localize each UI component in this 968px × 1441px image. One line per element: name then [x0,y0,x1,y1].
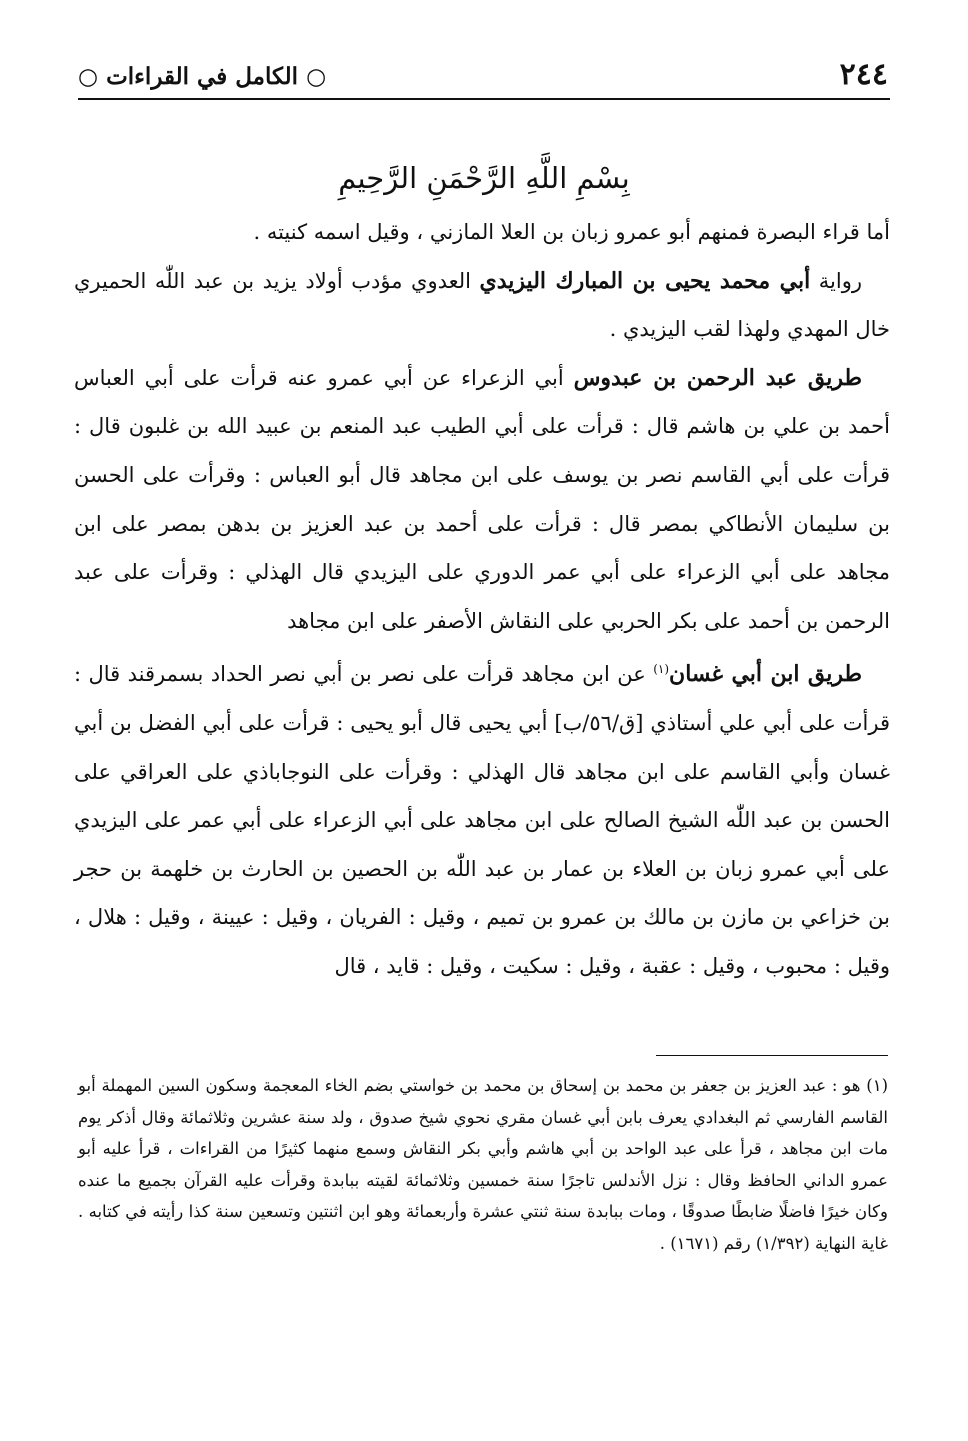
footnote-divider [656,1055,888,1056]
paragraph-basra-readers: أما قراء البصرة فمنهم أبو عمرو زبان بن العلا المازني ، وقيل اسمه كنيته . [253,220,890,244]
basmala: بِسْمِ اللَّهِ الرَّحْمَنِ الرَّحِيمِ [338,161,630,195]
paragraph-ibn-abdus-tariq [74,354,890,646]
footnote-reference[interactable]: (١) [653,662,670,677]
text-run: أبي الزعراء عن أبي عمرو عنه قرأت على أبي العباس أحمد بن علي بن هاشم قال : قرأت على أبي الطيب عبد المنعم بن عبيد الله بن غلبون قال : قرأت على أبي القاسم نصر بن يوسف على ابن مجاهد قال أبو العباس : وقرأت على الحسن بن سليمان الأنطاكي بمصر قال : قرأت على أحمد بن عبد العزيز بن بدهن بمصر على ابن مجاهد على أبي الزعراء على أبي عمر الدوري على اليزيدي قال الهذلي : وقرأت على عبد الرحمن بن أحمد على بكر الحربي على النقاش الأصفر على ابن مجاهد [74,365,890,633]
footnote [78,1070,888,1259]
page-header [78,58,888,98]
running-title: ○ الكامل في القراءات ○ [78,63,327,90]
page-number: ٢٤٤ [839,57,888,92]
paragraph-yazidi-riwaya [74,257,890,354]
main-text [74,208,890,991]
bold-heading: طريق ابن أبي غسان [669,661,862,688]
text-run: العدوي مؤدب أولاد يزيد بن عبد اللّٰه الحميري خال المهدي ولهذا لقب اليزيدي . [74,268,890,342]
header-divider [78,98,890,100]
bold-heading: طريق عبد الرحمن بن عبدوس [573,364,862,391]
text-run: عن ابن مجاهد قرأت على نصر بن أبي نصر الحداد بسمرقند قال : قرأت على أبي علي أستاذي [ق/٥٦/ب] أبي يحيى قال أبو يحيى : قرأت على أبي الفضل بن أبي غسان وأبي القاسم على ابن مجاهد قال الهذلي : وقرأت على النوجاباذي على العراقي على الحسن بن عبد اللّٰه الشيخ الصالح على ابن مجاهد على أبي الزعراء على أبي عمر على اليزيدي على أبي عمرو زبان بن العلاء بن عمار بن عبد اللّٰه بن الحصين بن الحارث بن خلهمة بن حجر بن خزاعي بن مازن بن مالك بن عمرو بن تميم ، وقيل : الفريان ، وقيل : عيينة ، وقيل : هلال ، وقيل : محبوب ، وقيل : عقبة ، وقيل : سكيت ، وقيل : قايد ، قال [74,662,890,978]
footnote-text: (١) هو : عبد العزيز بن جعفر بن محمد بن إسحاق بن محمد بن خواستي بضم الخاء المعجمة وسكون السين المهملة أبو القاسم الفارسي ثم البغدادي يعرف بابن أبي غسان مقري نحوي شيخ صدوق ، ولد سنة عشرين وثلاثمائة وقال أذكر يوم مات ابن مجاهد ، قرأ على عبد الواحد بن أبي هاشم وأبي بكر النقاش وسمع منهما كثيرًا من القراءات ، قرأ عليه أبو عمرو الداني الحافظ وقال : نزل الأندلس تاجرًا سنة خمسين وثلاثمائة لقيته ببابدة وقرأت عليه القرآن بجميع ما عنده وكان خيرًا فاضلًا ضابطًا صدوقًا ، ومات ببابدة سنة ثنتي عشرة وأربعمائة وهو ابن اثنتين وتسعين سنة كذا رأيته في كتابه . غاية النهاية (١/٣٩٢) رقم (١٦٧١) . [78,1076,888,1253]
text-run: رواية [810,268,862,293]
bold-heading: أبي محمد يحيى بن المبارك اليزيدي [479,267,811,294]
paragraph-ibn-abi-ghassan-tariq [74,645,890,990]
